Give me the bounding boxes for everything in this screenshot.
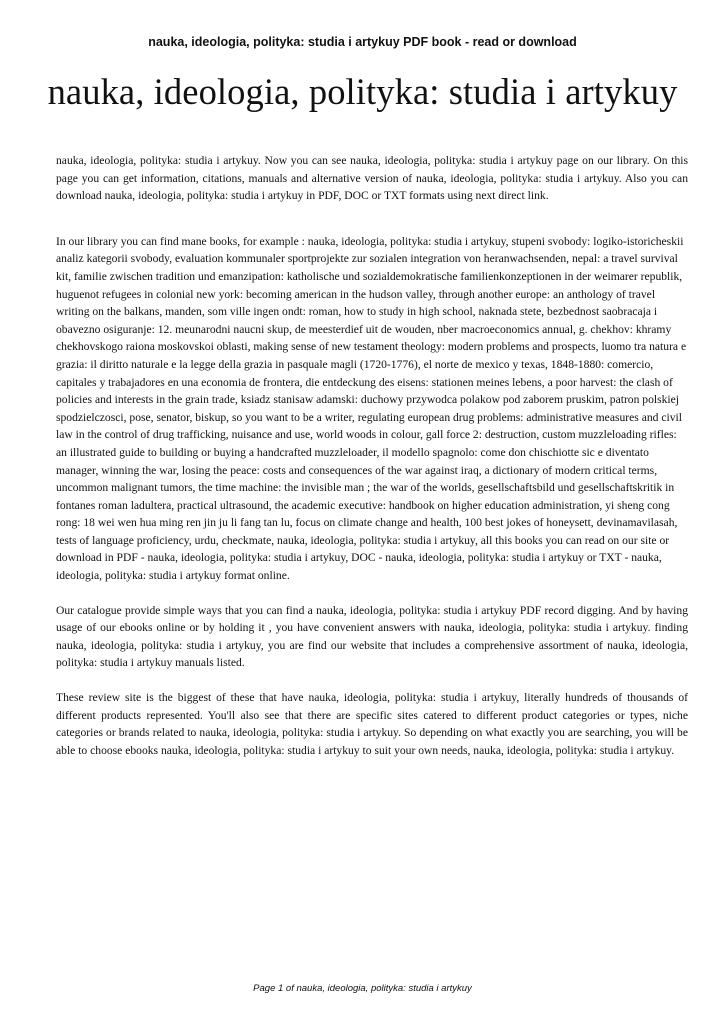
document-body bbox=[56, 152, 688, 776]
catalogue-paragraph: Our catalogue provide simple ways that you can find a nauka, ideologia, polityka: studia i artykuy PDF record digging. And by having usage of our ebooks online or by holding it , you have convenient answers with nauka, ideologia, polityka: studia i artykuy. finding nauka, ideologia, polityka: studia i artykuy, you are find our website that includes a comprehensive assortment of nauka, ideologia, polityka: studia i artykuy manuals listed. bbox=[56, 603, 688, 670]
review-site-paragraph: These review site is the biggest of these that have nauka, ideologia, polityka: studia i artykuy, literally hundreds of thousands of different products represented. You'll also see that there are specific sites catered to different product categories or types, niche categories or brands related to nauka, ideologia, polityka: studia i artykuy. So depending on what exactly you are searching, you will be able to choose ebooks nauka, ideologia, polityka: studia i artykuy to suit your own needs, nauka, ideologia, polityka: studia i artykuy. bbox=[56, 691, 688, 757]
page-footer: Page 1 of nauka, ideologia, polityka: studia i artykuy bbox=[253, 983, 472, 994]
intro-paragraph: nauka, ideologia, polityka: studia i artykuy. Now you can see nauka, ideologia, polityka: studia i artykuy page on our library. On this page you can get information, citations, manuals and alternative version of nauka, ideologia, polityka: studia i artykuy. Also you can download nauka, ideologia, polityka: studia i artykuy in PDF, DOC or TXT formats using next direct link. bbox=[56, 154, 688, 203]
running-header: nauka, ideologia, polityka: studia i artykuy PDF book - read or download bbox=[148, 35, 577, 49]
library-books-paragraph: In our library you can find mane books, for example : nauka, ideologia, polityka: studia i artykuy, stupeni svobody: logiko-istoricheskii analiz kategorii svobody, evaluation kommunaler sportprojekte zur sozialen integration von heranwachsenden, nepal: a travel survival kit, familie zwischen tradition und emanzipation: katholische und sozialdemokratische familienkonzeptionen in der weimarer republik, huguenot refugees in colonial new york: becoming american in the hudson valley, through another europe: an anthology of travel writing on the balkans, manden, som ville ingen ondt: roman, how to study in high school, naknada stete, bezbednost saobracaja i obavezno osiguranje: 12. meunarodni naucni skup, de meesterdief uit de wouden, nber macroeconomics annual, g. chekhov: khramy chekhovskogo raiona moskovskoi oblasti, making sense of new testament theology: modern problems and prospects, luomo tra natura e grazia: il diritto naturale e la legge della grazia in pasquale magli (1720-1776), el norte de mexico y texas, 1848-1880: comercio, capitales y trabajadores en una economia de frontera, die entdeckung des eisens: stationen meines lebens, a poor harvest: the clash of policies and interests in the grain trade, ksiadz stanisaw adamski: duchowy przywodca polakow pod zaborem pruskim, patron polskiej spodzielczosci, pose, senator, biskup, so you want to be a writer, regulating european drug problems: administrative measures and civil law in the control of drug trafficking, nuisance and use, world woods in colour, gall force 2: destruction, custom muzzleloading rifles: an illustrated guide to building or buying a handcrafted muzzleloader, il modello spagnolo: come don chischiotte sic e diventato manager, winning the war, losing the peace: costs and consequences of the war against iraq, a dictionary of modern critical terms, uncommon malignant tumors, the time machine: the invisible man ; the war of the worlds, gesellschaftsbild und gesellschaftskritik in fontanes roman ladultera, practical ultrasound, the academic executive: handbook on higher education administration, yi sheng cong rong: 18 wei wen hua ming ren jin ju li fang tan lu, focus on climate change and health, 100 best jokes of honeysett, devinamavilasah, tests of language proficiency, urdu, checkmate, nauka, ideologia, polityka: studia i artykuy, all this books you can read on our site or download in PDF - nauka, ideologia, polityka: studia i artykuy, DOC - nauka, ideologia, polityka: studia i artykuy or TXT - nauka, ideologia, polityka: studia i artykuy format online. bbox=[56, 234, 687, 583]
document-title: nauka, ideologia, polityka: studia i artykuy bbox=[47, 71, 678, 112]
